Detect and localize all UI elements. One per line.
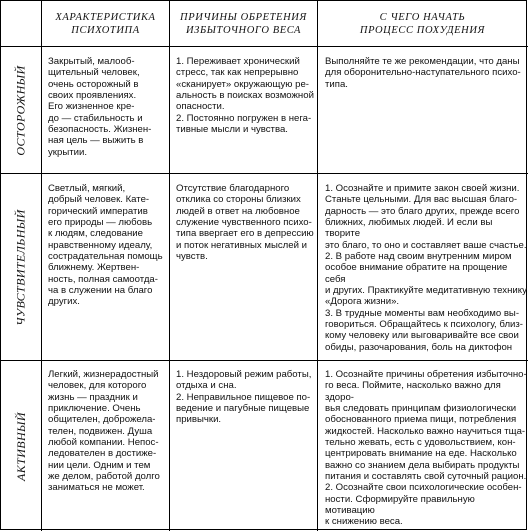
header-divider (1, 46, 528, 47)
causes-cell: 1. Нездоровый режим работы, отдыха и сна. 2. Неправильное пищевое по- ведение и пагубные пищевые привычки. (176, 369, 312, 426)
row-label-text: ОСТОРОЖНЫЙ (13, 64, 28, 156)
row-label-text: АКТИВНЫЙ (13, 411, 28, 481)
character-cell: Светлый, мягкий, добрый человек. Кате- горический императив его природы — любовь к людям, следование нравственному идеалу, сострадательная помощь ближнему. Жертвен- ность, полная самоотда- ча в служении на благо других. (48, 183, 163, 308)
character-cell: Легкий, жизнерадостный человек, для которого жизнь — праздник и приключение. Очень общителен, доброжела- телен, подвижен. Душа любой компании. Непос- ледователен в достиже- нии цели. Одним и тем же делом, работой долго заниматься не может. (48, 369, 160, 494)
start-cell: Выполняйте те же рекомендации, что даны для оборонительно-наступательного психо- типа. (325, 56, 521, 90)
column-divider (169, 1, 170, 531)
causes-cell: 1. Переживает хронический стресс, так как непрерывно «сканирует» окружающую ре- альность в поисках возможной опасности. 2. Постоянно погружен в нега- тивные мысли и чувства. (176, 56, 314, 136)
row-divider (1, 360, 528, 361)
column-divider (41, 1, 42, 531)
row-label (1, 174, 41, 360)
row-label-text: ЧУВСТВИТЕЛЬНЫЙ (13, 208, 28, 326)
row-divider (1, 173, 528, 174)
causes-cell: Отсутствие благодарного отклика со стороны близких людей в ответ на любовное служение чувственного психо- типа ввергает его в депрессию и поток негативных мыслей и чувств. (176, 183, 314, 263)
row-label (1, 47, 41, 173)
character-cell: Закрытый, малооб- щительный человек, очень осторожный в своих проявлениях. Его жизненное кре- до — стабильность и безопасность. Жизнен- ная цель — выжить в укрытии. (48, 56, 152, 158)
header-start: С ЧЕГО НАЧАТЬ ПРОЦЕСС ПОХУДЕНИЯ (359, 11, 486, 36)
column-divider (317, 1, 318, 531)
header-character: ХАРАКТЕРИСТИКА ПСИХОТИПА (55, 11, 156, 36)
row-label (1, 361, 41, 531)
start-cell: 1. Осознайте и примите закон своей жизни. Станьте цельными. Для вас высшая благо- дарность — это благо других, прежде всего ближних, любимых людей. И если вы творите это благо, то оно и составляет ваше счастье. 2. В работе над своим внутренним миром особое внимание обратите на прощение себя и других. Практикуйте медитативную технику «Дорога жизни». 3. В трудные моменты вам необходимо вы- говориться. Обращайтесь к психологу, близ- кому человеку или выговаривайте все свои обиды, разочарования, боль на диктофон (325, 183, 527, 353)
header-causes: ПРИЧИНЫ ОБРЕТЕНИЯ ИЗБЫТОЧНОГО ВЕСА (180, 11, 307, 36)
start-cell: 1. Осознайте причины обретения избыточно- го веса. Поймите, насколько важно для здоро- вья следовать принципам физиологически обоснованного приема пищи, потребления жидкостей. Насколько важно научиться тща- тельно жевать, есть с удовольствием, кон- центрировать внимание на еде. Насколько важно со знанием дела выбирать продукты питания и составлять свой суточный рацион. 2. Осознайте свои психологические особен- ности. Сформируйте правильную мотивацию к снижению веса. (325, 369, 527, 528)
